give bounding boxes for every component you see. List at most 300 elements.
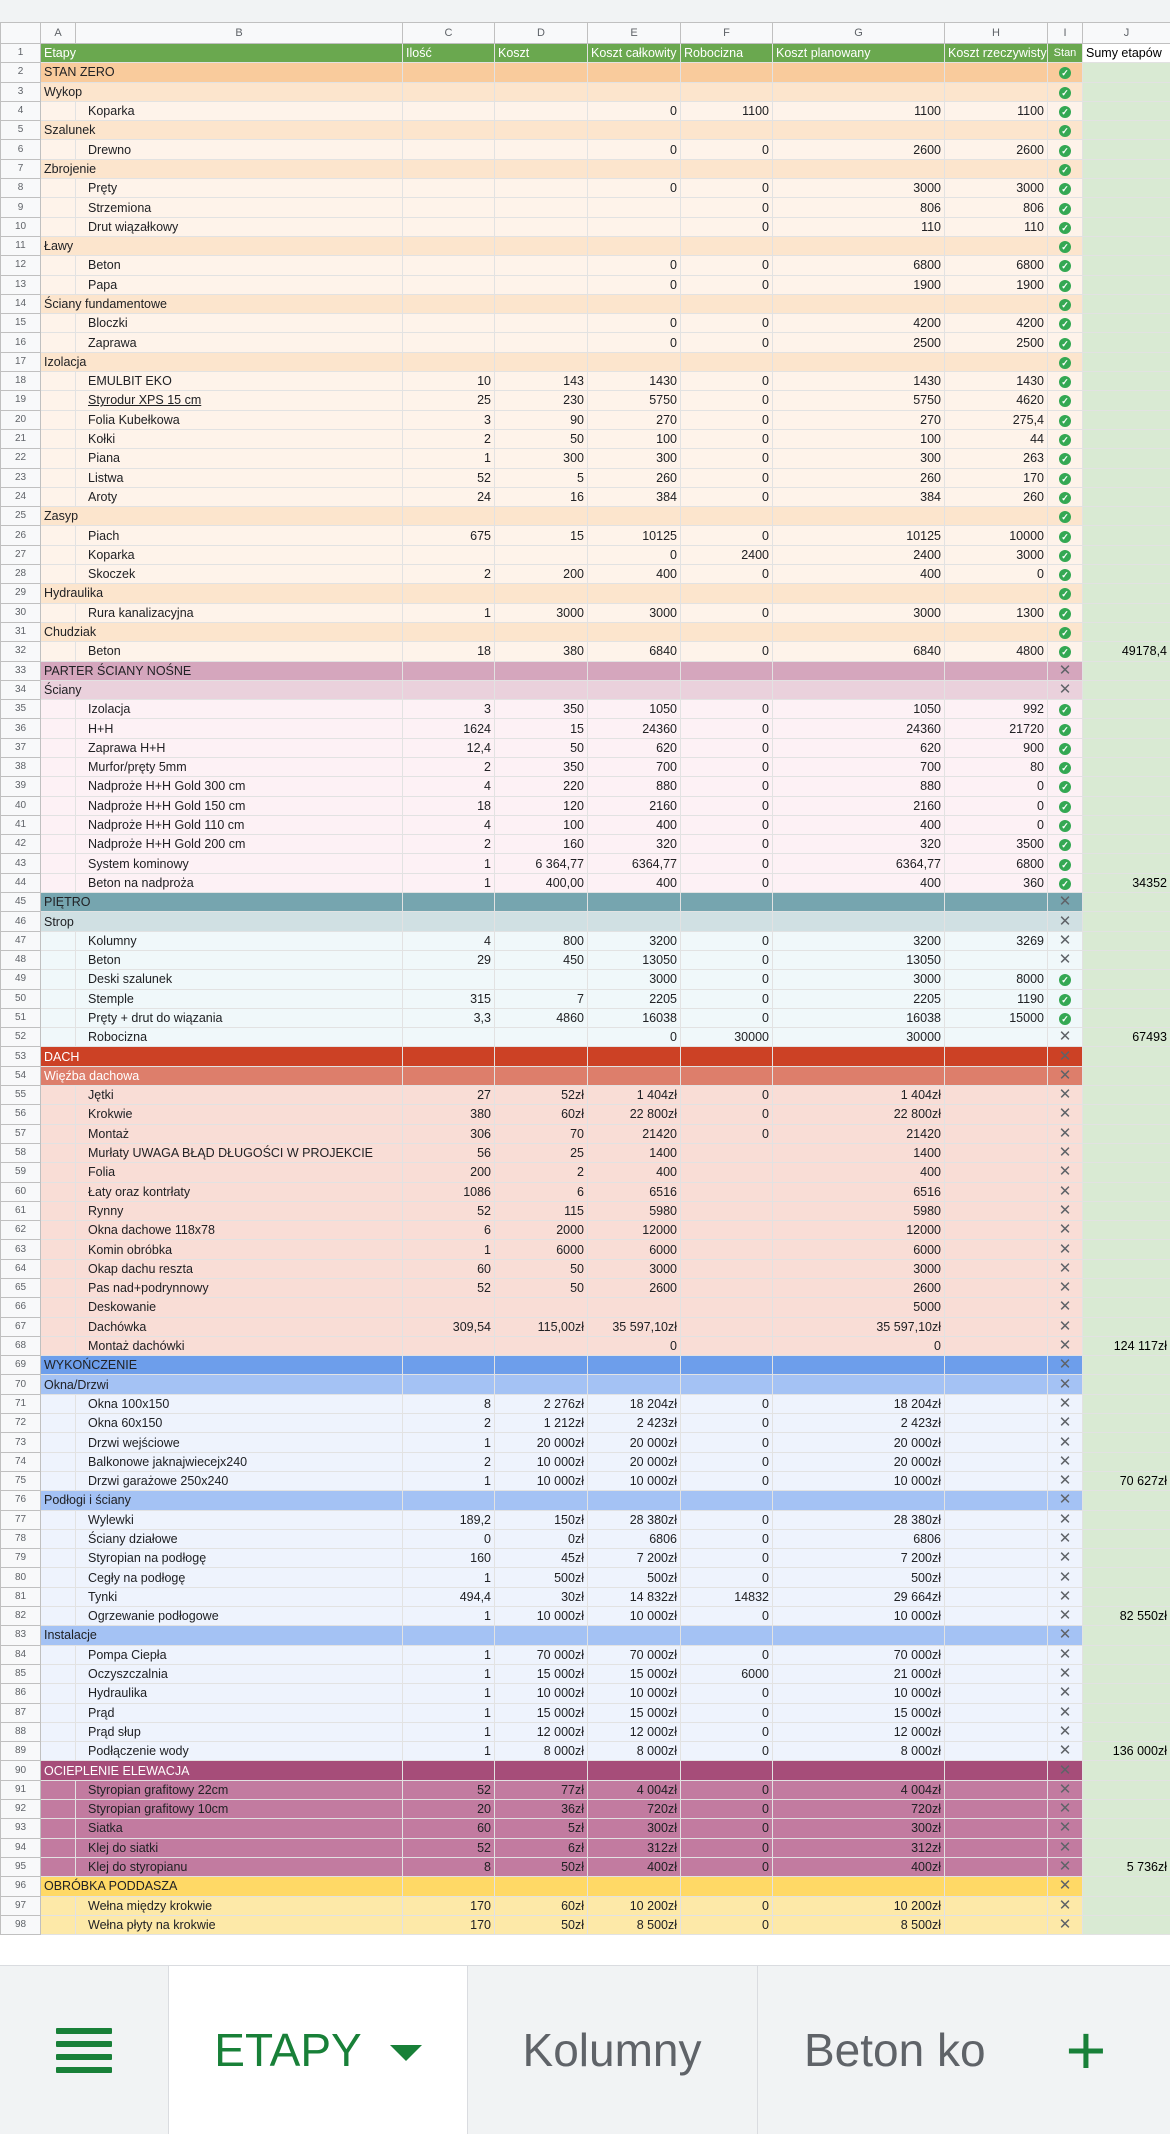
value-cell[interactable] [681, 1143, 773, 1162]
cell[interactable] [41, 603, 76, 622]
stage-sum-cell[interactable] [1083, 950, 1170, 969]
status-cell[interactable] [1048, 565, 1083, 584]
x-icon[interactable]: ✕ [1059, 1762, 1072, 1779]
stage-sum-cell[interactable]: 70 627zł [1083, 1471, 1170, 1490]
row-number[interactable]: 7 [1, 159, 41, 178]
status-cell[interactable] [1048, 1838, 1083, 1857]
value-cell[interactable]: 6516 [588, 1182, 681, 1201]
status-cell[interactable] [1048, 1336, 1083, 1355]
row-number[interactable]: 64 [1, 1259, 41, 1278]
status-cell[interactable] [1048, 1684, 1083, 1703]
value-cell[interactable] [681, 1761, 773, 1780]
status-cell[interactable] [1048, 1471, 1083, 1490]
stage-sum-cell[interactable] [1083, 815, 1170, 834]
value-cell[interactable]: 50 [495, 429, 588, 448]
value-cell[interactable] [773, 294, 945, 313]
status-cell[interactable] [1048, 314, 1083, 333]
value-cell[interactable]: 4 [403, 777, 495, 796]
status-cell[interactable] [1048, 1182, 1083, 1201]
value-cell[interactable] [495, 1066, 588, 1085]
stage-sum-cell[interactable] [1083, 1356, 1170, 1375]
value-cell[interactable]: 3500 [945, 835, 1048, 854]
cell[interactable] [41, 854, 76, 873]
value-cell[interactable]: 35 597,10zł [588, 1317, 681, 1336]
stage-sum-cell[interactable]: 5 736zł [1083, 1857, 1170, 1876]
cell[interactable] [41, 1703, 76, 1722]
check-icon[interactable]: ✓ [1059, 183, 1071, 195]
row-number[interactable]: 71 [1, 1394, 41, 1413]
value-cell[interactable]: 6000 [681, 1664, 773, 1683]
row-number[interactable]: 53 [1, 1047, 41, 1066]
value-cell[interactable]: 0 [681, 487, 773, 506]
cell[interactable] [41, 777, 76, 796]
stage-sum-cell[interactable] [1083, 719, 1170, 738]
x-icon[interactable]: ✕ [1059, 1723, 1072, 1740]
x-icon[interactable]: ✕ [1059, 1318, 1072, 1335]
value-cell[interactable] [588, 352, 681, 371]
status-cell[interactable] [1048, 1452, 1083, 1471]
value-cell[interactable]: 1 [403, 1607, 495, 1626]
check-icon[interactable]: ✓ [1059, 376, 1071, 388]
value-cell[interactable]: 70 000zł [495, 1645, 588, 1664]
value-cell[interactable]: 52 [403, 468, 495, 487]
stage-sum-cell[interactable] [1083, 179, 1170, 198]
cell[interactable] [41, 1086, 76, 1105]
item-name-cell[interactable]: Koparka [76, 545, 403, 564]
stage-sum-cell[interactable] [1083, 1414, 1170, 1433]
row-number[interactable]: 63 [1, 1240, 41, 1259]
stage-sum-cell[interactable] [1083, 584, 1170, 603]
stage-sum-cell[interactable] [1083, 294, 1170, 313]
value-cell[interactable]: 24360 [773, 719, 945, 738]
value-cell[interactable] [495, 1047, 588, 1066]
value-cell[interactable]: 0 [681, 140, 773, 159]
value-cell[interactable]: 0 [588, 101, 681, 120]
value-cell[interactable]: 0 [588, 1336, 681, 1355]
row-number[interactable]: 13 [1, 275, 41, 294]
item-name-cell[interactable]: Nadproże H+H Gold 200 cm [76, 835, 403, 854]
check-icon[interactable]: ✓ [1059, 627, 1071, 639]
value-cell[interactable] [681, 1259, 773, 1278]
stage-sum-cell[interactable] [1083, 198, 1170, 217]
value-cell[interactable]: 25 [403, 391, 495, 410]
item-name-cell[interactable]: Komin obróbka [76, 1240, 403, 1259]
value-cell[interactable] [681, 1877, 773, 1896]
status-cell[interactable] [1048, 642, 1083, 661]
cell[interactable] [41, 1800, 76, 1819]
subsection-title[interactable]: Chudziak [41, 622, 403, 641]
value-cell[interactable]: 18 [403, 642, 495, 661]
row-number[interactable]: 82 [1, 1607, 41, 1626]
stage-sum-cell[interactable] [1083, 700, 1170, 719]
stage-sum-cell[interactable] [1083, 1684, 1170, 1703]
value-cell[interactable]: 6364,77 [588, 854, 681, 873]
value-cell[interactable] [773, 1356, 945, 1375]
value-cell[interactable] [403, 82, 495, 101]
value-cell[interactable]: 20 000zł [588, 1433, 681, 1452]
value-cell[interactable] [403, 140, 495, 159]
value-cell[interactable]: 0 [945, 815, 1048, 834]
row-number[interactable]: 62 [1, 1221, 41, 1240]
value-cell[interactable]: 14832 [681, 1587, 773, 1606]
value-cell[interactable]: 6516 [773, 1182, 945, 1201]
x-icon[interactable]: ✕ [1059, 1588, 1072, 1605]
status-cell[interactable] [1048, 1549, 1083, 1568]
value-cell[interactable]: 28 380zł [773, 1510, 945, 1529]
status-cell[interactable] [1048, 738, 1083, 757]
value-cell[interactable] [681, 661, 773, 680]
value-cell[interactable] [495, 912, 588, 931]
value-cell[interactable]: 2600 [773, 140, 945, 159]
value-cell[interactable] [945, 1607, 1048, 1626]
cell[interactable] [41, 835, 76, 854]
stage-sum-cell[interactable] [1083, 1549, 1170, 1568]
row-number[interactable]: 35 [1, 700, 41, 719]
value-cell[interactable]: 1 404zł [588, 1086, 681, 1105]
value-cell[interactable]: 500zł [773, 1568, 945, 1587]
value-cell[interactable]: 300 [495, 449, 588, 468]
value-cell[interactable]: 160 [403, 1549, 495, 1568]
value-cell[interactable] [403, 893, 495, 912]
value-cell[interactable]: 3000 [495, 603, 588, 622]
status-cell[interactable] [1048, 1664, 1083, 1683]
status-cell[interactable] [1048, 1800, 1083, 1819]
value-cell[interactable]: 2205 [773, 989, 945, 1008]
value-cell[interactable] [945, 680, 1048, 699]
value-cell[interactable] [945, 1684, 1048, 1703]
check-icon[interactable]: ✓ [1059, 646, 1071, 658]
value-cell[interactable] [495, 507, 588, 526]
value-cell[interactable]: 50 [495, 1279, 588, 1298]
x-icon[interactable]: ✕ [1059, 951, 1072, 968]
cell[interactable] [41, 1143, 76, 1162]
check-icon[interactable]: ✓ [1059, 434, 1071, 446]
value-cell[interactable]: 4800 [945, 642, 1048, 661]
tab-kolumny[interactable] [467, 1966, 758, 2134]
cell[interactable] [41, 1259, 76, 1278]
value-cell[interactable]: 0 [681, 468, 773, 487]
status-cell[interactable] [1048, 757, 1083, 776]
stage-sum-cell[interactable] [1083, 1838, 1170, 1857]
stage-sum-cell[interactable] [1083, 1008, 1170, 1027]
status-cell[interactable] [1048, 700, 1083, 719]
status-cell[interactable] [1048, 1356, 1083, 1375]
stage-sum-cell[interactable] [1083, 1491, 1170, 1510]
value-cell[interactable]: 12,4 [403, 738, 495, 757]
x-icon[interactable]: ✕ [1059, 1298, 1072, 1315]
row-number[interactable]: 86 [1, 1684, 41, 1703]
value-cell[interactable]: 5750 [588, 391, 681, 410]
cell[interactable] [41, 873, 76, 892]
stage-sum-cell[interactable] [1083, 1221, 1170, 1240]
value-cell[interactable] [945, 1433, 1048, 1452]
header-cell[interactable]: Koszt rzeczywisty [945, 44, 1048, 63]
item-name-cell[interactable]: Papa [76, 275, 403, 294]
value-cell[interactable]: 6364,77 [773, 854, 945, 873]
stage-sum-cell[interactable] [1083, 314, 1170, 333]
value-cell[interactable] [773, 82, 945, 101]
value-cell[interactable] [945, 1143, 1048, 1162]
value-cell[interactable] [681, 1336, 773, 1355]
subsection-title[interactable]: Okna/Drzwi [41, 1375, 403, 1394]
x-icon[interactable]: ✕ [1059, 1781, 1072, 1798]
value-cell[interactable]: 8 500zł [588, 1915, 681, 1934]
value-cell[interactable]: 0 [681, 1742, 773, 1761]
stage-sum-cell[interactable] [1083, 217, 1170, 236]
value-cell[interactable] [681, 1491, 773, 1510]
cell[interactable] [41, 1201, 76, 1220]
cell[interactable] [41, 815, 76, 834]
value-cell[interactable] [495, 622, 588, 641]
row-number[interactable]: 37 [1, 738, 41, 757]
value-cell[interactable]: 143 [495, 372, 588, 391]
status-cell[interactable] [1048, 198, 1083, 217]
section-title[interactable]: PARTER ŚCIANY NOŚNE [41, 661, 403, 680]
value-cell[interactable]: 52 [403, 1838, 495, 1857]
value-cell[interactable] [588, 1356, 681, 1375]
value-cell[interactable]: 15 000zł [495, 1664, 588, 1683]
value-cell[interactable]: 1 [403, 449, 495, 468]
row-number[interactable]: 46 [1, 912, 41, 931]
value-cell[interactable] [403, 179, 495, 198]
value-cell[interactable] [403, 680, 495, 699]
item-name-cell[interactable]: Skoczek [76, 565, 403, 584]
status-cell[interactable] [1048, 1279, 1083, 1298]
value-cell[interactable]: 312zł [773, 1838, 945, 1857]
header-cell[interactable]: Koszt planowany [773, 44, 945, 63]
subsection-title[interactable]: Hydraulika [41, 584, 403, 603]
value-cell[interactable] [773, 63, 945, 82]
value-cell[interactable] [588, 294, 681, 313]
value-cell[interactable]: 1 [403, 1568, 495, 1587]
value-cell[interactable]: 52zł [495, 1086, 588, 1105]
value-cell[interactable]: 1300 [945, 603, 1048, 622]
value-cell[interactable] [681, 1201, 773, 1220]
value-cell[interactable]: 10 000zł [588, 1471, 681, 1490]
value-cell[interactable]: 1 [403, 854, 495, 873]
x-icon[interactable]: ✕ [1059, 1028, 1072, 1045]
cell[interactable] [41, 429, 76, 448]
value-cell[interactable] [945, 950, 1048, 969]
subsection-title[interactable]: Ławy [41, 236, 403, 255]
header-cell[interactable]: Stan [1048, 44, 1083, 63]
row-number[interactable]: 93 [1, 1819, 41, 1838]
check-icon[interactable]: ✓ [1059, 299, 1071, 311]
row-number[interactable]: 77 [1, 1510, 41, 1529]
cell[interactable] [41, 333, 76, 352]
value-cell[interactable] [945, 1201, 1048, 1220]
value-cell[interactable] [945, 1163, 1048, 1182]
value-cell[interactable]: 6800 [945, 854, 1048, 873]
value-cell[interactable]: 0 [681, 256, 773, 275]
status-cell[interactable] [1048, 1819, 1083, 1838]
row-number[interactable]: 67 [1, 1317, 41, 1336]
value-cell[interactable]: 0 [681, 1568, 773, 1587]
x-icon[interactable]: ✕ [1059, 681, 1072, 698]
value-cell[interactable] [773, 507, 945, 526]
value-cell[interactable] [403, 1066, 495, 1085]
value-cell[interactable]: 115,00zł [495, 1317, 588, 1336]
value-cell[interactable]: 16038 [588, 1008, 681, 1027]
value-cell[interactable]: 8 500zł [773, 1915, 945, 1934]
value-cell[interactable] [588, 1047, 681, 1066]
x-icon[interactable]: ✕ [1059, 1048, 1072, 1065]
value-cell[interactable] [681, 1240, 773, 1259]
value-cell[interactable]: 2160 [773, 796, 945, 815]
value-cell[interactable] [588, 1491, 681, 1510]
x-icon[interactable]: ✕ [1059, 932, 1072, 949]
value-cell[interactable]: 1 212zł [495, 1414, 588, 1433]
value-cell[interactable] [945, 1877, 1048, 1896]
cell[interactable] [41, 1510, 76, 1529]
check-icon[interactable]: ✓ [1059, 859, 1071, 871]
cell[interactable] [41, 1105, 76, 1124]
check-icon[interactable]: ✓ [1059, 724, 1071, 736]
value-cell[interactable]: 52 [403, 1279, 495, 1298]
value-cell[interactable]: 300zł [773, 1819, 945, 1838]
value-cell[interactable]: 0 [403, 1529, 495, 1548]
value-cell[interactable]: 20 000zł [495, 1433, 588, 1452]
value-cell[interactable]: 1430 [588, 372, 681, 391]
item-name-cell[interactable]: Balkonowe jaknajwiecejx240 [76, 1452, 403, 1471]
cell[interactable] [41, 1896, 76, 1915]
item-name-cell[interactable]: Podłączenie wody [76, 1742, 403, 1761]
cell[interactable] [41, 1529, 76, 1548]
value-cell[interactable]: 400 [588, 565, 681, 584]
cell[interactable] [41, 757, 76, 776]
column-header[interactable]: E [588, 23, 681, 44]
value-cell[interactable]: 1 [403, 1645, 495, 1664]
value-cell[interactable]: 500zł [495, 1568, 588, 1587]
item-name-cell[interactable]: Hydraulika [76, 1684, 403, 1703]
menu-button[interactable] [0, 1966, 168, 2134]
item-name-cell[interactable]: Koparka [76, 101, 403, 120]
status-cell[interactable] [1048, 352, 1083, 371]
stage-sum-cell[interactable] [1083, 1317, 1170, 1336]
item-name-cell[interactable]: Prąd [76, 1703, 403, 1722]
value-cell[interactable] [588, 622, 681, 641]
row-number[interactable]: 75 [1, 1471, 41, 1490]
row-number[interactable]: 14 [1, 294, 41, 313]
value-cell[interactable]: 494,4 [403, 1587, 495, 1606]
value-cell[interactable] [681, 1317, 773, 1336]
stage-sum-cell[interactable] [1083, 1066, 1170, 1085]
value-cell[interactable]: 3200 [773, 931, 945, 950]
value-cell[interactable] [495, 198, 588, 217]
value-cell[interactable]: 8 000zł [773, 1742, 945, 1761]
item-name-cell[interactable]: Izolacja [76, 700, 403, 719]
stage-sum-cell[interactable] [1083, 835, 1170, 854]
value-cell[interactable] [495, 1336, 588, 1355]
value-cell[interactable]: 620 [588, 738, 681, 757]
value-cell[interactable] [588, 159, 681, 178]
status-cell[interactable] [1048, 1433, 1083, 1452]
row-number[interactable]: 30 [1, 603, 41, 622]
value-cell[interactable]: 70 [495, 1124, 588, 1143]
row-number[interactable]: 23 [1, 468, 41, 487]
x-icon[interactable]: ✕ [1059, 1472, 1072, 1489]
value-cell[interactable] [495, 236, 588, 255]
status-cell[interactable] [1048, 873, 1083, 892]
cell[interactable] [41, 101, 76, 120]
value-cell[interactable]: 0 [681, 391, 773, 410]
row-number[interactable]: 69 [1, 1356, 41, 1375]
column-header[interactable]: D [495, 23, 588, 44]
value-cell[interactable]: 18 [403, 796, 495, 815]
x-icon[interactable]: ✕ [1059, 1221, 1072, 1238]
stage-sum-cell[interactable] [1083, 1201, 1170, 1220]
value-cell[interactable]: 6000 [495, 1240, 588, 1259]
value-cell[interactable]: 5750 [773, 391, 945, 410]
value-cell[interactable]: 6800 [773, 256, 945, 275]
value-cell[interactable]: 1900 [773, 275, 945, 294]
status-cell[interactable] [1048, 256, 1083, 275]
item-name-cell[interactable]: Zaprawa [76, 333, 403, 352]
cell[interactable] [41, 642, 76, 661]
value-cell[interactable]: 400 [773, 815, 945, 834]
value-cell[interactable]: 44 [945, 429, 1048, 448]
value-cell[interactable] [495, 1491, 588, 1510]
cell[interactable] [41, 565, 76, 584]
stage-sum-cell[interactable] [1083, 1510, 1170, 1529]
value-cell[interactable]: 24360 [588, 719, 681, 738]
value-cell[interactable] [681, 1047, 773, 1066]
status-cell[interactable] [1048, 1124, 1083, 1143]
row-number[interactable]: 27 [1, 545, 41, 564]
value-cell[interactable] [773, 584, 945, 603]
value-cell[interactable]: 2500 [945, 333, 1048, 352]
stage-sum-cell[interactable] [1083, 738, 1170, 757]
value-cell[interactable]: 12000 [588, 1221, 681, 1240]
value-cell[interactable]: 20 000zł [773, 1433, 945, 1452]
value-cell[interactable]: 3000 [588, 1259, 681, 1278]
stage-sum-cell[interactable] [1083, 159, 1170, 178]
section-title[interactable]: OBRÓBKA PODDASZA [41, 1877, 403, 1896]
value-cell[interactable] [588, 1298, 681, 1317]
x-icon[interactable]: ✕ [1059, 1800, 1072, 1817]
value-cell[interactable] [773, 159, 945, 178]
subsection-title[interactable]: Wykop [41, 82, 403, 101]
value-cell[interactable]: 2600 [773, 1279, 945, 1298]
row-number[interactable]: 50 [1, 989, 41, 1008]
row-number[interactable]: 47 [1, 931, 41, 950]
value-cell[interactable] [403, 970, 495, 989]
value-cell[interactable]: 260 [588, 468, 681, 487]
item-name-cell[interactable]: Folia [76, 1163, 403, 1182]
value-cell[interactable]: 2400 [681, 545, 773, 564]
status-cell[interactable] [1048, 468, 1083, 487]
value-cell[interactable]: 0 [681, 642, 773, 661]
item-name-cell[interactable]: Nadproże H+H Gold 150 cm [76, 796, 403, 815]
value-cell[interactable]: 4620 [945, 391, 1048, 410]
value-cell[interactable]: 0 [681, 854, 773, 873]
row-number[interactable]: 66 [1, 1298, 41, 1317]
value-cell[interactable] [403, 584, 495, 603]
value-cell[interactable] [945, 912, 1048, 931]
row-number[interactable]: 9 [1, 198, 41, 217]
row-number[interactable]: 58 [1, 1143, 41, 1162]
stage-sum-cell[interactable] [1083, 101, 1170, 120]
value-cell[interactable]: 0 [681, 1471, 773, 1490]
value-cell[interactable]: 0 [945, 796, 1048, 815]
value-cell[interactable] [945, 1375, 1048, 1394]
x-icon[interactable]: ✕ [1059, 662, 1072, 679]
column-header[interactable]: A [41, 23, 76, 44]
value-cell[interactable]: 700 [588, 757, 681, 776]
x-icon[interactable]: ✕ [1059, 1897, 1072, 1914]
value-cell[interactable]: 3000 [588, 603, 681, 622]
value-cell[interactable]: 2 [403, 1414, 495, 1433]
